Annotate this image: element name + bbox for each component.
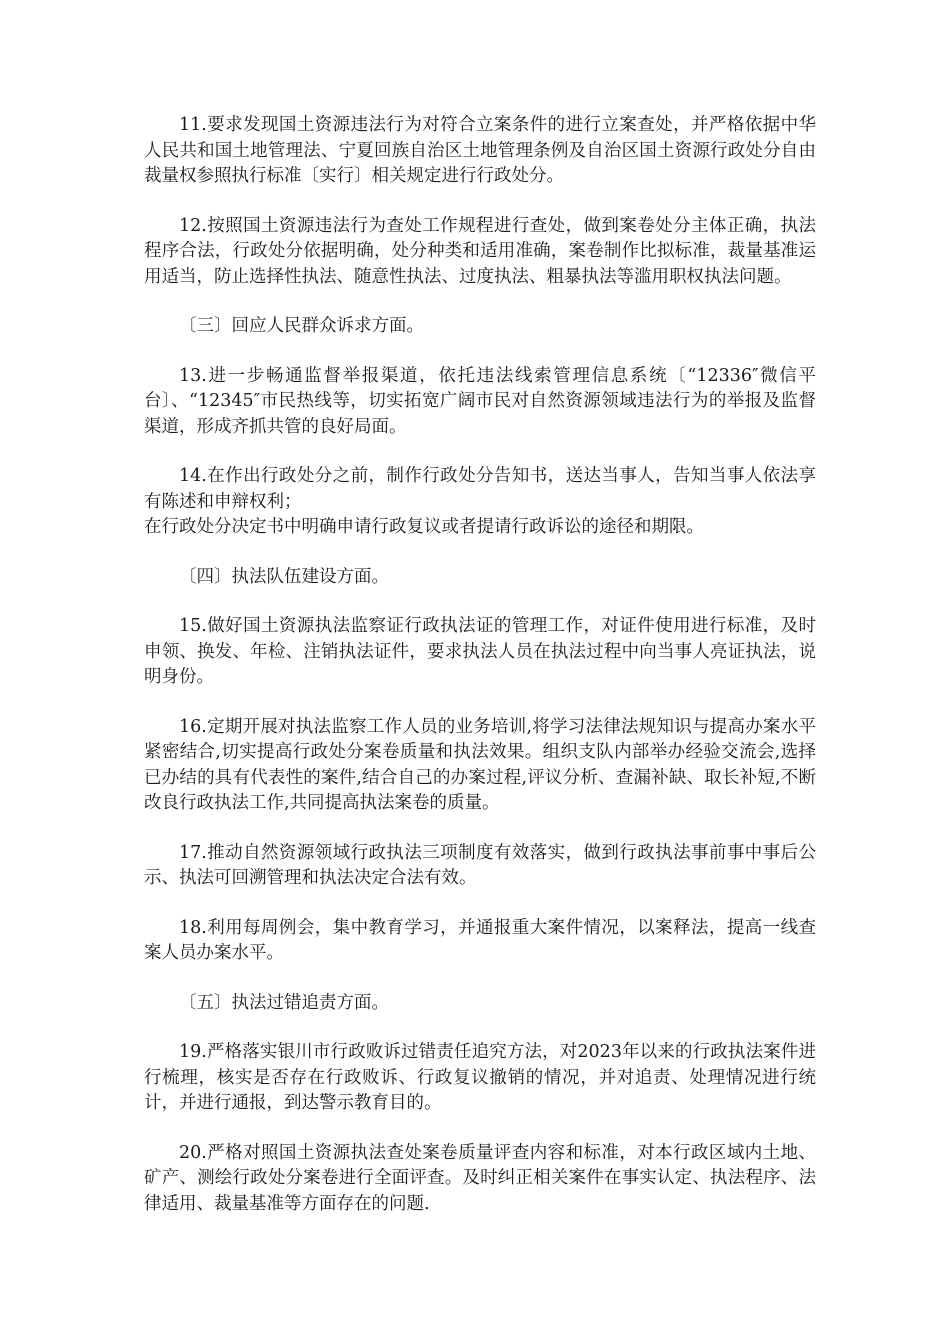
paragraph-text: 17.推动自然资源领域行政执法三项制度有效落实，做到行政执法事前事中事后公示、执法可回溯管理和执法决定合法有效。 [144, 842, 816, 888]
paragraph-continuation: 在行政处分决定书中明确申请行政复议或者提请行政诉讼的途径和期限。 [144, 517, 704, 537]
paragraph-text: 13.进一步畅通监督举报渠道，依托违法线索管理信息系统〔“12336″微信平台〕、“12345″市民热线等，切实拓宽广阔市民对自然资源领域违法行为的举报及监督渠道，形成齐抓共管的良好局面。 [144, 365, 816, 437]
paragraph-item-19 [144, 1040, 816, 1117]
section-heading-three [144, 314, 816, 340]
paragraph-text: 18.利用每周例会，集中教育学习，并通报重大案件情况，以案释法，提高一线查案人员办案水平。 [144, 917, 816, 963]
paragraph-text: 20.严格对照国土资源执法查处案卷质量评查内容和标准，对本行政区域内土地、矿产、测绘行政处分案卷进行全面评查。及时纠正相关案件在事实认定、执法程序、法律适用、裁量基准等方面存在的问题. [144, 1142, 816, 1214]
paragraph-text: 14.在作出行政处分之前，制作行政处分告知书，送达当事人，告知当事人依法享有陈述和申辩权利； [144, 466, 816, 512]
paragraph-item-17 [144, 841, 816, 892]
paragraph-text: 11.要求发现国土资源违法行为对符合立案条件的进行立案查处，并严格依据中华人民共和国土地管理法、宁夏回族自治区土地管理条例及自治区国土资源行政处分自由裁量权参照执行标准〔实行〕相关规定进行行政处分。 [144, 115, 816, 186]
paragraph-item-12 [144, 214, 816, 291]
document-body [144, 113, 816, 1241]
heading-text: 〔三〕回应人民群众诉求方面。 [179, 316, 424, 336]
heading-text: 〔四〕执法队伍建设方面。 [179, 566, 389, 587]
paragraph-item-13 [144, 364, 816, 441]
heading-text: 〔五〕执法过错追责方面。 [179, 992, 389, 1013]
paragraph-item-11 [144, 113, 816, 190]
paragraph-text: 16.定期开展对执法监察工作人员的业务培训,将学习法律法规知识与提高办案水平紧密结合,切实提高行政处分案卷质量和执法效果。组织支队内部举办经验交流会,选择已办结的具有代表性的案件,结合自己的办案过程,评议分析、查漏补缺、取长补短,不断改良行政执法工作,共同提高执法案卷的质量。 [144, 716, 816, 813]
paragraph-text: 12.按照国土资源违法行为查处工作规程进行查处，做到案卷处分主体正确，执法程序合法，行政处分依据明确，处分种类和适用准确，案卷制作比拟标准，裁量基准运用适当，防止选择性执法、随意性执法、过度执法、粗暴执法等滥用职权执法问题。 [144, 215, 816, 287]
section-heading-five [144, 991, 816, 1017]
paragraph-text: 19.严格落实银川市行政败诉过错责任追究方法，对2023年以来的行政执法案件进行梳理，核实是否存在行政败诉、行政复议撤销的情况，并对追责、处理情况进行统计，并进行通报，到达警示教育目的。 [144, 1042, 816, 1113]
paragraph-text: 15.做好国土资源执法监察证行政执法证的管理工作，对证件使用进行标准，及时申领、换发、年检、注销执法证件，要求执法人员在执法过程中向当事人亮证执法，说明身份。 [144, 616, 816, 687]
paragraph-item-16 [144, 715, 816, 817]
paragraph-item-18 [144, 916, 816, 967]
paragraph-item-20 [144, 1141, 816, 1218]
paragraph-item-15 [144, 614, 816, 691]
section-heading-four [144, 565, 816, 591]
paragraph-item-14 [144, 464, 816, 541]
